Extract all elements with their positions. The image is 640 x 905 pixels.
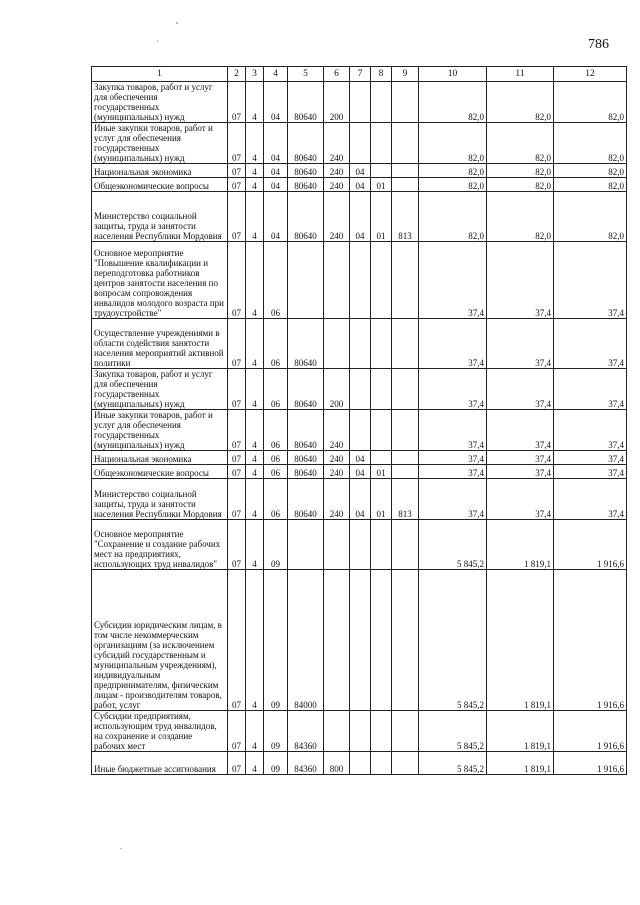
row-name-cell: Иные закупки товаров, работ и услуг для обеспечения государственных (муниципальных) нужд <box>92 410 228 451</box>
table-row <box>92 242 627 319</box>
code-cell: 84360 <box>288 752 324 775</box>
amount-cell: 37,4 <box>419 369 487 410</box>
code-cell <box>392 369 419 410</box>
code-cell: 07 <box>228 178 246 192</box>
code-cell <box>288 520 324 570</box>
code-cell <box>371 319 392 369</box>
row-name-cell: Закупка товаров, работ и услуг для обеспечения государственных (муниципальных) нужд <box>92 369 228 410</box>
code-cell: 4 <box>246 164 264 178</box>
table-row <box>92 520 627 570</box>
row-name-cell: Субсидии предприятиям, использующим труд инвалидов, на сохранение и создание рабочих мест <box>92 711 228 752</box>
header-cell: 10 <box>419 67 487 82</box>
code-cell: 07 <box>228 570 246 711</box>
code-cell <box>350 369 371 410</box>
code-cell: 4 <box>246 410 264 451</box>
code-cell: 240 <box>324 123 350 164</box>
code-cell: 06 <box>264 465 288 479</box>
code-cell: 4 <box>246 123 264 164</box>
table-row <box>92 123 627 164</box>
code-cell <box>392 82 419 123</box>
row-name-cell: Субсидии юридическим лицам, в том числе некоммерческим организациям (за исключением субсидий государственным и муниципальным учреждениям), индивидуальным предпринимателям, физическим лицам - производителям товаров, работ, услуг <box>92 570 228 711</box>
table-row <box>92 319 627 369</box>
amount-cell: 37,4 <box>419 319 487 369</box>
amount-cell: 82,0 <box>487 123 554 164</box>
header-cell: 8 <box>371 67 392 82</box>
header-cell: 2 <box>228 67 246 82</box>
code-cell: 4 <box>246 451 264 465</box>
amount-cell: 37,4 <box>487 242 554 319</box>
code-cell: 07 <box>228 192 246 242</box>
header-cell: 5 <box>288 67 324 82</box>
amount-cell: 37,4 <box>554 410 627 451</box>
amount-cell: 37,4 <box>487 369 554 410</box>
code-cell: 07 <box>228 242 246 319</box>
table-row <box>92 192 627 242</box>
code-cell: 07 <box>228 319 246 369</box>
code-cell: 07 <box>228 752 246 775</box>
code-cell <box>350 570 371 711</box>
code-cell <box>350 123 371 164</box>
code-cell: 240 <box>324 410 350 451</box>
code-cell: 240 <box>324 465 350 479</box>
amount-cell: 37,4 <box>554 451 627 465</box>
amount-cell: 37,4 <box>419 479 487 520</box>
code-cell <box>350 242 371 319</box>
code-cell: 240 <box>324 178 350 192</box>
code-cell <box>350 410 371 451</box>
table-row <box>92 711 627 752</box>
code-cell: 813 <box>392 192 419 242</box>
code-cell <box>392 319 419 369</box>
code-cell <box>371 123 392 164</box>
amount-cell: 37,4 <box>554 465 627 479</box>
code-cell <box>392 242 419 319</box>
code-cell: 01 <box>371 465 392 479</box>
header-cell: 6 <box>324 67 350 82</box>
amount-cell: 37,4 <box>419 410 487 451</box>
code-cell: 06 <box>264 242 288 319</box>
code-cell <box>392 410 419 451</box>
code-cell <box>288 242 324 319</box>
amount-cell: 82,0 <box>554 192 627 242</box>
header-cell: 9 <box>392 67 419 82</box>
amount-cell: 1 916,6 <box>554 520 627 570</box>
amount-cell: 5 845,2 <box>419 570 487 711</box>
header-cell: 1 <box>92 67 228 82</box>
table-body <box>92 82 627 775</box>
code-cell: 04 <box>350 451 371 465</box>
amount-cell: 37,4 <box>487 465 554 479</box>
code-cell <box>371 410 392 451</box>
code-cell: 06 <box>264 369 288 410</box>
code-cell: 07 <box>228 369 246 410</box>
code-cell: 4 <box>246 520 264 570</box>
code-cell <box>350 520 371 570</box>
amount-cell: 37,4 <box>487 410 554 451</box>
code-cell <box>392 520 419 570</box>
code-cell <box>371 369 392 410</box>
code-cell: 80640 <box>288 82 324 123</box>
row-name-cell: Национальная экономика <box>92 451 228 465</box>
amount-cell: 37,4 <box>554 242 627 319</box>
code-cell: 09 <box>264 711 288 752</box>
code-cell <box>392 570 419 711</box>
amount-cell: 82,0 <box>487 192 554 242</box>
row-name-cell: Осуществление учреждениями в области содействия занятости населения мероприятий активной политики <box>92 319 228 369</box>
code-cell: 4 <box>246 242 264 319</box>
scan-speck <box>157 40 158 42</box>
code-cell: 07 <box>228 479 246 520</box>
code-cell: 04 <box>350 178 371 192</box>
amount-cell: 37,4 <box>554 319 627 369</box>
code-cell: 4 <box>246 178 264 192</box>
code-cell: 04 <box>264 82 288 123</box>
code-cell: 07 <box>228 123 246 164</box>
code-cell: 04 <box>350 164 371 178</box>
table-row <box>92 164 627 178</box>
code-cell: 01 <box>371 192 392 242</box>
code-cell: 813 <box>392 479 419 520</box>
code-cell: 4 <box>246 711 264 752</box>
code-cell: 84360 <box>288 711 324 752</box>
amount-cell: 1 819,1 <box>487 711 554 752</box>
code-cell: 06 <box>264 479 288 520</box>
amount-cell: 37,4 <box>419 242 487 319</box>
amount-cell: 82,0 <box>419 192 487 242</box>
table-row <box>92 451 627 465</box>
header-cell: 12 <box>554 67 627 82</box>
amount-cell: 82,0 <box>419 178 487 192</box>
table-row <box>92 752 627 775</box>
amount-cell: 1 916,6 <box>554 752 627 775</box>
code-cell: 4 <box>246 570 264 711</box>
code-cell <box>392 451 419 465</box>
row-name-cell: Общеэкономические вопросы <box>92 465 228 479</box>
code-cell <box>392 465 419 479</box>
code-cell: 4 <box>246 752 264 775</box>
amount-cell: 1 819,1 <box>487 570 554 711</box>
amount-cell: 37,4 <box>487 451 554 465</box>
amount-cell: 82,0 <box>419 123 487 164</box>
code-cell: 04 <box>264 192 288 242</box>
amount-cell: 37,4 <box>487 319 554 369</box>
code-cell: 06 <box>264 319 288 369</box>
row-name-cell: Основное мероприятие "Сохранение и создание рабочих мест на предприятиях, использующих труд инвалидов" <box>92 520 228 570</box>
code-cell <box>371 752 392 775</box>
code-cell: 07 <box>228 711 246 752</box>
amount-cell: 82,0 <box>554 82 627 123</box>
amount-cell: 37,4 <box>419 451 487 465</box>
code-cell <box>350 752 371 775</box>
amount-cell: 5 845,2 <box>419 711 487 752</box>
amount-cell: 82,0 <box>419 164 487 178</box>
code-cell: 84000 <box>288 570 324 711</box>
header-cell: 7 <box>350 67 371 82</box>
row-name-cell: Министерство социальной защиты, труда и занятости населения Республики Мордовия <box>92 479 228 520</box>
row-name-cell: Иные бюджетные ассигнования <box>92 752 228 775</box>
budget-table <box>91 66 627 775</box>
code-cell: 80640 <box>288 479 324 520</box>
code-cell: 4 <box>246 192 264 242</box>
code-cell <box>371 82 392 123</box>
code-cell: 01 <box>371 178 392 192</box>
code-cell: 07 <box>228 465 246 479</box>
table-header-row <box>92 67 627 82</box>
amount-cell: 82,0 <box>419 82 487 123</box>
code-cell: 07 <box>228 410 246 451</box>
amount-cell: 37,4 <box>487 479 554 520</box>
scan-speck <box>176 22 178 24</box>
code-cell: 06 <box>264 410 288 451</box>
code-cell <box>350 82 371 123</box>
code-cell: 240 <box>324 192 350 242</box>
amount-cell: 1 916,6 <box>554 711 627 752</box>
row-name-cell: Основное мероприятие "Повышение квалификации и переподготовка работников центров занятости населения по вопросам сопровождения инвалидов молодого возраста при трудоустройстве" <box>92 242 228 319</box>
amount-cell: 5 845,2 <box>419 520 487 570</box>
code-cell: 09 <box>264 570 288 711</box>
code-cell <box>371 570 392 711</box>
amount-cell: 82,0 <box>487 82 554 123</box>
code-cell <box>371 520 392 570</box>
row-name-cell: Национальная экономика <box>92 164 228 178</box>
header-cell: 4 <box>264 67 288 82</box>
table-row <box>92 178 627 192</box>
code-cell <box>350 711 371 752</box>
code-cell: 240 <box>324 479 350 520</box>
table-row <box>92 82 627 123</box>
code-cell <box>324 570 350 711</box>
page-number: 786 <box>588 37 609 52</box>
amount-cell: 37,4 <box>554 369 627 410</box>
code-cell <box>371 451 392 465</box>
row-name-cell: Министерство социальной защиты, труда и занятости населения Республики Мордовия <box>92 192 228 242</box>
code-cell <box>324 711 350 752</box>
amount-cell: 37,4 <box>419 465 487 479</box>
code-cell <box>392 123 419 164</box>
table-row <box>92 570 627 711</box>
code-cell <box>392 752 419 775</box>
code-cell: 06 <box>264 451 288 465</box>
code-cell <box>371 711 392 752</box>
code-cell: 4 <box>246 465 264 479</box>
amount-cell: 82,0 <box>554 164 627 178</box>
code-cell: 09 <box>264 752 288 775</box>
code-cell <box>392 178 419 192</box>
row-name-cell: Общеэкономические вопросы <box>92 178 228 192</box>
code-cell: 09 <box>264 520 288 570</box>
table-row <box>92 465 627 479</box>
table-row <box>92 479 627 520</box>
row-name-cell: Иные закупки товаров, работ и услуг для обеспечения государственных (муниципальных) нужд <box>92 123 228 164</box>
code-cell: 80640 <box>288 178 324 192</box>
amount-cell: 5 845,2 <box>419 752 487 775</box>
code-cell: 800 <box>324 752 350 775</box>
code-cell: 04 <box>350 192 371 242</box>
amount-cell: 1 819,1 <box>487 752 554 775</box>
row-name-cell: Закупка товаров, работ и услуг для обеспечения государственных (муниципальных) нужд <box>92 82 228 123</box>
code-cell: 04 <box>264 123 288 164</box>
amount-cell: 82,0 <box>554 123 627 164</box>
code-cell: 07 <box>228 520 246 570</box>
amount-cell: 82,0 <box>487 178 554 192</box>
code-cell: 04 <box>264 164 288 178</box>
code-cell: 80640 <box>288 369 324 410</box>
code-cell: 80640 <box>288 410 324 451</box>
code-cell: 07 <box>228 451 246 465</box>
code-cell: 04 <box>264 178 288 192</box>
code-cell: 4 <box>246 82 264 123</box>
code-cell <box>324 319 350 369</box>
amount-cell: 82,0 <box>487 164 554 178</box>
code-cell: 80640 <box>288 465 324 479</box>
table-row <box>92 410 627 451</box>
code-cell: 80640 <box>288 319 324 369</box>
scan-speck <box>120 848 122 849</box>
code-cell <box>392 711 419 752</box>
code-cell: 01 <box>371 479 392 520</box>
code-cell: 04 <box>350 479 371 520</box>
code-cell <box>324 242 350 319</box>
code-cell: 240 <box>324 164 350 178</box>
amount-cell: 37,4 <box>554 479 627 520</box>
code-cell: 80640 <box>288 123 324 164</box>
code-cell <box>392 164 419 178</box>
code-cell: 4 <box>246 319 264 369</box>
code-cell <box>371 164 392 178</box>
code-cell: 4 <box>246 479 264 520</box>
amount-cell: 82,0 <box>554 178 627 192</box>
code-cell: 80640 <box>288 164 324 178</box>
code-cell: 240 <box>324 451 350 465</box>
code-cell: 200 <box>324 82 350 123</box>
amount-cell: 1 819,1 <box>487 520 554 570</box>
header-cell: 3 <box>246 67 264 82</box>
code-cell: 80640 <box>288 192 324 242</box>
code-cell: 07 <box>228 82 246 123</box>
code-cell: 4 <box>246 369 264 410</box>
amount-cell: 1 916,6 <box>554 570 627 711</box>
code-cell: 200 <box>324 369 350 410</box>
code-cell: 07 <box>228 164 246 178</box>
table-row <box>92 369 627 410</box>
code-cell <box>371 242 392 319</box>
code-cell <box>324 520 350 570</box>
code-cell: 80640 <box>288 451 324 465</box>
header-cell: 11 <box>487 67 554 82</box>
code-cell: 04 <box>350 465 371 479</box>
code-cell <box>350 319 371 369</box>
